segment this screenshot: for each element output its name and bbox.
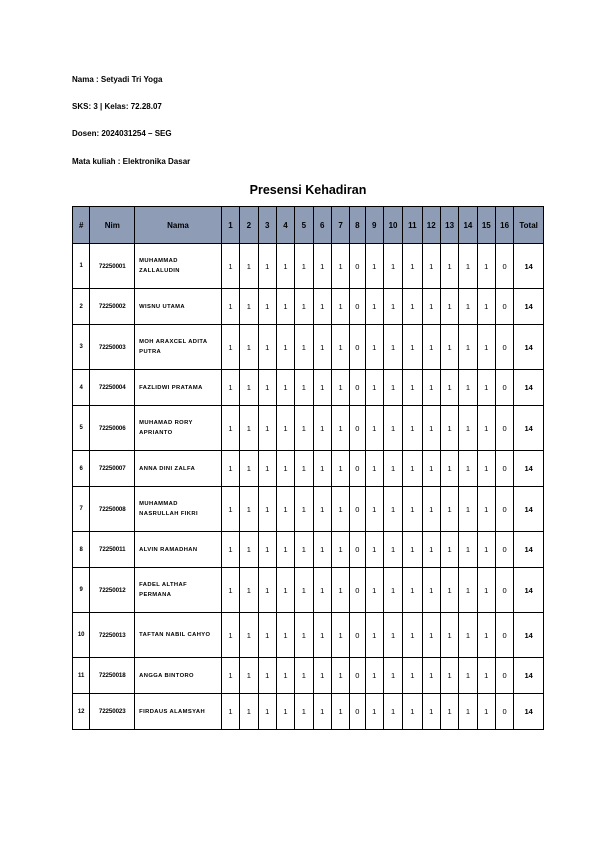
- table-row: [73, 694, 544, 730]
- session-attendance: 1: [477, 487, 495, 532]
- session-attendance: 1: [313, 325, 331, 370]
- session-attendance: 0: [350, 568, 365, 613]
- session-attendance: 1: [403, 613, 422, 658]
- session-attendance: 1: [313, 406, 331, 451]
- session-attendance: 1: [422, 487, 440, 532]
- session-attendance: 1: [331, 451, 349, 487]
- session-attendance: 1: [258, 568, 276, 613]
- session-attendance: 1: [295, 658, 313, 694]
- session-attendance: 1: [276, 532, 294, 568]
- session-attendance: 1: [403, 658, 422, 694]
- session-attendance: 1: [295, 289, 313, 325]
- session-attendance: 1: [365, 568, 383, 613]
- table-row: [73, 568, 544, 613]
- session-attendance: 1: [383, 244, 402, 289]
- session-attendance: 1: [240, 325, 258, 370]
- session-attendance: 1: [295, 694, 313, 730]
- session-attendance: 1: [258, 613, 276, 658]
- session-attendance: 1: [258, 694, 276, 730]
- session-attendance: 1: [240, 568, 258, 613]
- column-header: 6: [313, 207, 331, 244]
- session-attendance: 1: [403, 568, 422, 613]
- column-header: Nim: [90, 207, 135, 244]
- session-attendance: 1: [459, 568, 477, 613]
- sks-class-info: SKS: 3 | Kelas: 72.28.07: [72, 102, 162, 111]
- session-attendance: 1: [240, 658, 258, 694]
- session-attendance: 1: [440, 451, 458, 487]
- student-name-cell: WISNU UTAMA: [135, 289, 222, 325]
- student-nim: 72250002: [90, 289, 135, 325]
- session-attendance: 1: [383, 406, 402, 451]
- session-attendance: 1: [365, 532, 383, 568]
- session-attendance: 0: [495, 568, 513, 613]
- row-number: 4: [73, 370, 90, 406]
- session-attendance: 0: [495, 325, 513, 370]
- session-attendance: 0: [495, 406, 513, 451]
- session-attendance: 0: [350, 406, 365, 451]
- session-attendance: 1: [440, 289, 458, 325]
- session-attendance: 1: [276, 244, 294, 289]
- session-attendance: 1: [295, 613, 313, 658]
- session-attendance: 1: [221, 613, 239, 658]
- column-header: 14: [459, 207, 477, 244]
- session-attendance: 1: [477, 613, 495, 658]
- column-header: 16: [495, 207, 513, 244]
- session-attendance: 1: [313, 370, 331, 406]
- student-name-cell: ANNA DINI ZALFA: [135, 451, 222, 487]
- session-attendance: 1: [477, 694, 495, 730]
- session-attendance: 0: [350, 451, 365, 487]
- session-attendance: 0: [350, 694, 365, 730]
- session-attendance: 1: [276, 406, 294, 451]
- session-attendance: 1: [331, 406, 349, 451]
- session-attendance: 1: [331, 568, 349, 613]
- column-header: 1: [221, 207, 239, 244]
- student-name-cell: MUHAMMAD ZALLALUDIN: [135, 244, 222, 289]
- session-attendance: 1: [383, 289, 402, 325]
- session-attendance: 1: [459, 244, 477, 289]
- session-attendance: 1: [403, 451, 422, 487]
- session-attendance: 1: [422, 325, 440, 370]
- row-number: 10: [73, 613, 90, 658]
- table-row: [73, 244, 544, 289]
- session-attendance: 1: [365, 487, 383, 532]
- session-attendance: 1: [221, 325, 239, 370]
- table-row: [73, 406, 544, 451]
- session-attendance: 1: [383, 694, 402, 730]
- attendance-total: 14: [514, 451, 544, 487]
- session-attendance: 1: [403, 289, 422, 325]
- column-header: 15: [477, 207, 495, 244]
- session-attendance: 1: [440, 613, 458, 658]
- session-attendance: 1: [477, 532, 495, 568]
- session-attendance: 1: [240, 613, 258, 658]
- session-attendance: 1: [422, 658, 440, 694]
- session-attendance: 1: [276, 289, 294, 325]
- student-nim: 72250004: [90, 370, 135, 406]
- table-row: [73, 451, 544, 487]
- session-attendance: 1: [403, 325, 422, 370]
- attendance-total: 14: [514, 613, 544, 658]
- session-attendance: 1: [276, 568, 294, 613]
- session-attendance: 1: [331, 289, 349, 325]
- session-attendance: 0: [495, 289, 513, 325]
- session-attendance: 0: [495, 658, 513, 694]
- session-attendance: 1: [221, 289, 239, 325]
- student-name: Nama : Setyadi Tri Yoga: [72, 75, 163, 84]
- session-attendance: 1: [313, 658, 331, 694]
- session-attendance: 1: [221, 658, 239, 694]
- session-attendance: 1: [459, 289, 477, 325]
- session-attendance: 1: [276, 487, 294, 532]
- row-number: 11: [73, 658, 90, 694]
- attendance-total: 14: [514, 568, 544, 613]
- table-row: [73, 289, 544, 325]
- student-name-cell: FAZLIDWI PRATAMA: [135, 370, 222, 406]
- session-attendance: 1: [313, 451, 331, 487]
- student-name-cell: MUHAMAD RORY APRIANTO: [135, 406, 222, 451]
- session-attendance: 1: [477, 325, 495, 370]
- column-header: 8: [350, 207, 365, 244]
- row-number: 5: [73, 406, 90, 451]
- column-header: 12: [422, 207, 440, 244]
- session-attendance: 1: [459, 451, 477, 487]
- session-attendance: 0: [495, 613, 513, 658]
- session-attendance: 1: [221, 487, 239, 532]
- session-attendance: 1: [383, 370, 402, 406]
- session-attendance: 1: [383, 613, 402, 658]
- student-nim: 72250008: [90, 487, 135, 532]
- attendance-total: 14: [514, 694, 544, 730]
- session-attendance: 1: [403, 487, 422, 532]
- row-number: 9: [73, 568, 90, 613]
- session-attendance: 1: [403, 694, 422, 730]
- session-attendance: 1: [477, 658, 495, 694]
- session-attendance: 1: [440, 244, 458, 289]
- column-header: 5: [295, 207, 313, 244]
- table-row: [73, 487, 544, 532]
- attendance-total: 14: [514, 532, 544, 568]
- session-attendance: 0: [350, 289, 365, 325]
- session-attendance: 1: [477, 568, 495, 613]
- row-number: 2: [73, 289, 90, 325]
- session-attendance: 1: [240, 451, 258, 487]
- session-attendance: 1: [276, 451, 294, 487]
- session-attendance: 1: [440, 370, 458, 406]
- session-attendance: 1: [276, 325, 294, 370]
- session-attendance: 1: [295, 370, 313, 406]
- session-attendance: 1: [331, 244, 349, 289]
- student-name-cell: MOH ARAXCEL ADITA PUTRA: [135, 325, 222, 370]
- attendance-total: 14: [514, 487, 544, 532]
- column-header: 10: [383, 207, 402, 244]
- session-attendance: 1: [221, 451, 239, 487]
- column-header: 9: [365, 207, 383, 244]
- session-attendance: 1: [240, 694, 258, 730]
- session-attendance: 1: [258, 289, 276, 325]
- session-attendance: 1: [240, 406, 258, 451]
- student-name-cell: ALVIN RAMADHAN: [135, 532, 222, 568]
- session-attendance: 1: [240, 370, 258, 406]
- session-attendance: 1: [276, 694, 294, 730]
- column-header: 13: [440, 207, 458, 244]
- session-attendance: 0: [350, 532, 365, 568]
- session-attendance: 1: [422, 244, 440, 289]
- session-attendance: 1: [331, 532, 349, 568]
- session-attendance: 1: [295, 325, 313, 370]
- column-header: 2: [240, 207, 258, 244]
- session-attendance: 1: [331, 325, 349, 370]
- session-attendance: 1: [331, 658, 349, 694]
- row-number: 12: [73, 694, 90, 730]
- session-attendance: 1: [221, 694, 239, 730]
- column-header: Nama: [135, 207, 222, 244]
- student-name-cell: TAFTAN NABIL CAHYO: [135, 613, 222, 658]
- session-attendance: 0: [495, 244, 513, 289]
- session-attendance: 1: [276, 658, 294, 694]
- session-attendance: 1: [240, 532, 258, 568]
- row-number: 3: [73, 325, 90, 370]
- session-attendance: 1: [440, 487, 458, 532]
- session-attendance: 0: [350, 370, 365, 406]
- session-attendance: 1: [422, 568, 440, 613]
- attendance-total: 14: [514, 325, 544, 370]
- session-attendance: 1: [258, 532, 276, 568]
- session-attendance: 1: [365, 370, 383, 406]
- session-attendance: 1: [295, 451, 313, 487]
- session-attendance: 1: [422, 532, 440, 568]
- session-attendance: 1: [383, 658, 402, 694]
- session-attendance: 1: [240, 289, 258, 325]
- session-attendance: 1: [240, 244, 258, 289]
- session-attendance: 1: [477, 406, 495, 451]
- session-attendance: 1: [258, 487, 276, 532]
- column-header: Total: [514, 207, 544, 244]
- session-attendance: 1: [313, 568, 331, 613]
- session-attendance: 1: [459, 613, 477, 658]
- lecturer-info: Dosen: 2024031254 – SEG: [72, 129, 172, 138]
- student-nim: 72250007: [90, 451, 135, 487]
- session-attendance: 1: [276, 613, 294, 658]
- session-attendance: 1: [365, 244, 383, 289]
- row-number: 1: [73, 244, 90, 289]
- session-attendance: 1: [365, 658, 383, 694]
- session-attendance: 1: [313, 244, 331, 289]
- table-row: [73, 532, 544, 568]
- session-attendance: 1: [403, 244, 422, 289]
- session-attendance: 1: [422, 613, 440, 658]
- session-attendance: 1: [331, 694, 349, 730]
- student-nim: 72250001: [90, 244, 135, 289]
- student-nim: 72250006: [90, 406, 135, 451]
- table-header-row: [73, 207, 544, 244]
- session-attendance: 1: [383, 325, 402, 370]
- page-title: Presensi Kehadiran: [249, 183, 367, 197]
- session-attendance: 1: [440, 532, 458, 568]
- session-attendance: 1: [313, 613, 331, 658]
- session-attendance: 0: [495, 487, 513, 532]
- student-name-cell: ANGGA BINTORO: [135, 658, 222, 694]
- session-attendance: 1: [459, 325, 477, 370]
- session-attendance: 1: [365, 325, 383, 370]
- student-nim: 72250013: [90, 613, 135, 658]
- session-attendance: 1: [221, 244, 239, 289]
- session-attendance: 1: [477, 370, 495, 406]
- session-attendance: 1: [313, 694, 331, 730]
- session-attendance: 1: [295, 487, 313, 532]
- column-header: #: [73, 207, 90, 244]
- session-attendance: 1: [295, 244, 313, 289]
- table-row: [73, 613, 544, 658]
- student-name-cell: FADEL ALTHAF PERMANA: [135, 568, 222, 613]
- attendance-total: 14: [514, 244, 544, 289]
- table-body: [73, 244, 544, 730]
- session-attendance: 1: [221, 532, 239, 568]
- session-attendance: 1: [440, 568, 458, 613]
- course-name: Mata kuliah : Elektronika Dasar: [72, 157, 191, 166]
- session-attendance: 1: [221, 568, 239, 613]
- student-nim: 72250012: [90, 568, 135, 613]
- session-attendance: 1: [295, 406, 313, 451]
- session-attendance: 1: [258, 451, 276, 487]
- session-attendance: 1: [459, 694, 477, 730]
- session-attendance: 0: [495, 370, 513, 406]
- session-attendance: 1: [459, 658, 477, 694]
- attendance-total: 14: [514, 289, 544, 325]
- session-attendance: 1: [422, 370, 440, 406]
- session-attendance: 1: [295, 532, 313, 568]
- attendance-total: 14: [514, 406, 544, 451]
- session-attendance: 1: [331, 487, 349, 532]
- session-attendance: 1: [383, 487, 402, 532]
- session-attendance: 0: [350, 244, 365, 289]
- session-attendance: 1: [313, 289, 331, 325]
- session-attendance: 1: [258, 244, 276, 289]
- column-header: 4: [276, 207, 294, 244]
- student-name-cell: FIRDAUS ALAMSYAH: [135, 694, 222, 730]
- row-number: 8: [73, 532, 90, 568]
- session-attendance: 1: [331, 370, 349, 406]
- session-attendance: 1: [258, 325, 276, 370]
- session-attendance: 1: [440, 325, 458, 370]
- table-row: [73, 370, 544, 406]
- session-attendance: 1: [365, 694, 383, 730]
- session-attendance: 0: [495, 532, 513, 568]
- session-attendance: 1: [422, 406, 440, 451]
- session-attendance: 1: [422, 289, 440, 325]
- session-attendance: 1: [365, 613, 383, 658]
- session-attendance: 1: [331, 613, 349, 658]
- session-attendance: 0: [495, 451, 513, 487]
- session-attendance: 1: [383, 568, 402, 613]
- session-attendance: 1: [313, 532, 331, 568]
- session-attendance: 1: [221, 406, 239, 451]
- column-header: 3: [258, 207, 276, 244]
- session-attendance: 0: [350, 487, 365, 532]
- session-attendance: 1: [383, 451, 402, 487]
- table-row: [73, 325, 544, 370]
- session-attendance: 1: [383, 532, 402, 568]
- session-attendance: 1: [403, 406, 422, 451]
- session-attendance: 1: [459, 406, 477, 451]
- session-attendance: 1: [459, 487, 477, 532]
- session-attendance: 1: [221, 370, 239, 406]
- session-attendance: 1: [440, 406, 458, 451]
- student-name-cell: MUHAMMAD NASRULLAH FIKRI: [135, 487, 222, 532]
- row-number: 7: [73, 487, 90, 532]
- column-header: 11: [403, 207, 422, 244]
- column-header: 7: [331, 207, 349, 244]
- session-attendance: 1: [477, 244, 495, 289]
- student-nim: 72250011: [90, 532, 135, 568]
- session-attendance: 1: [313, 487, 331, 532]
- session-attendance: 1: [258, 370, 276, 406]
- session-attendance: 1: [276, 370, 294, 406]
- session-attendance: 1: [440, 694, 458, 730]
- session-attendance: 1: [258, 406, 276, 451]
- session-attendance: 1: [403, 532, 422, 568]
- session-attendance: 1: [422, 694, 440, 730]
- table-row: [73, 658, 544, 694]
- session-attendance: 0: [350, 658, 365, 694]
- session-attendance: 1: [477, 289, 495, 325]
- session-attendance: 0: [350, 613, 365, 658]
- row-number: 6: [73, 451, 90, 487]
- session-attendance: 1: [365, 451, 383, 487]
- student-nim: 72250018: [90, 658, 135, 694]
- session-attendance: 1: [295, 568, 313, 613]
- session-attendance: 1: [422, 451, 440, 487]
- session-attendance: 1: [240, 487, 258, 532]
- session-attendance: 1: [258, 658, 276, 694]
- session-attendance: 1: [459, 370, 477, 406]
- session-attendance: 1: [459, 532, 477, 568]
- session-attendance: 1: [440, 658, 458, 694]
- attendance-table: [72, 206, 544, 730]
- attendance-total: 14: [514, 370, 544, 406]
- session-attendance: 1: [403, 370, 422, 406]
- student-nim: 72250003: [90, 325, 135, 370]
- session-attendance: 0: [350, 325, 365, 370]
- student-nim: 72250023: [90, 694, 135, 730]
- session-attendance: 1: [365, 406, 383, 451]
- attendance-total: 14: [514, 658, 544, 694]
- session-attendance: 0: [495, 694, 513, 730]
- session-attendance: 1: [477, 451, 495, 487]
- session-attendance: 1: [365, 289, 383, 325]
